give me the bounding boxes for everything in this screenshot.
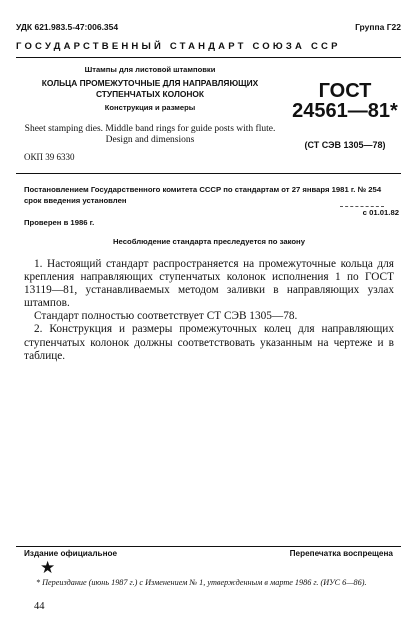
udk-code: УДК 621.983.5-47:006.354: [16, 22, 119, 32]
date-underline: [340, 206, 384, 207]
reissue-footnote: * Переиздание (июнь 1987 г.) с Изменением № 1, утвержденным в марте 1986 г. (ИУС 6—86).: [36, 578, 367, 587]
reprint-notice: Перепечатка воспрещена: [289, 549, 393, 558]
checked-year: Проверен в 1986 г.: [24, 218, 95, 227]
violation-notice: Несоблюдение стандарта преследуется по закону: [113, 237, 305, 246]
effective-date: с 01.01.82: [362, 208, 399, 217]
page-number: 44: [34, 601, 45, 612]
footer-divider: [16, 546, 401, 547]
official-edition: Издание официальное: [24, 549, 118, 558]
okp-code: ОКП 39 6330: [24, 152, 75, 162]
gost-number: 24561—81*: [292, 100, 398, 122]
paragraph-design: 2. Конструкция и размеры промежуточных колец для направляющих ступенчатых колонок должны соответствовать указанным на чертеже и в таблице.: [24, 323, 394, 362]
title-divider: [16, 173, 401, 174]
gost-label: ГОСТ: [318, 80, 372, 102]
header-divider: [16, 57, 401, 58]
title-category: Штампы для листовой штамповки: [84, 65, 216, 74]
paragraph-scope: 1. Настоящий стандарт распространяется на промежуточные кольца для крепления направляющих ступенчатых колонок исполнения 1 по ГОСТ 13119—81, устанавливаемых методом заливки в направляющих узлах штампов.: [24, 258, 394, 310]
star-icon: ★: [40, 558, 56, 577]
title-block: [24, 65, 276, 112]
paragraph-compliance: Стандарт полностью соответствует СТ СЭВ 1305—78.: [34, 310, 298, 323]
standard-body: [24, 258, 394, 363]
state-standard-heading: ГОСУДАРСТВЕННЫЙ СТАНДАРТ СОЮЗА ССР: [16, 41, 341, 52]
english-title: Sheet stamping dies. Middle band rings for guide posts with flute. Design and dimensions: [24, 124, 276, 145]
title-subtitle: Конструкция и размеры: [104, 103, 196, 112]
decree-text: Постановлением Государственного комитета СССР по стандартам от 27 января 1981 г. № 254 срок введения установлен: [24, 185, 382, 205]
title-main: КОЛЬЦА ПРОМЕЖУТОЧНЫЕ ДЛЯ НАПРАВЛЯЮЩИХ СТУПЕНЧАТЫХ КОЛОНОК: [41, 78, 259, 99]
st-sev-reference: (СТ СЭВ 1305—78): [304, 140, 386, 150]
group-code: Группа Г22: [355, 22, 401, 32]
